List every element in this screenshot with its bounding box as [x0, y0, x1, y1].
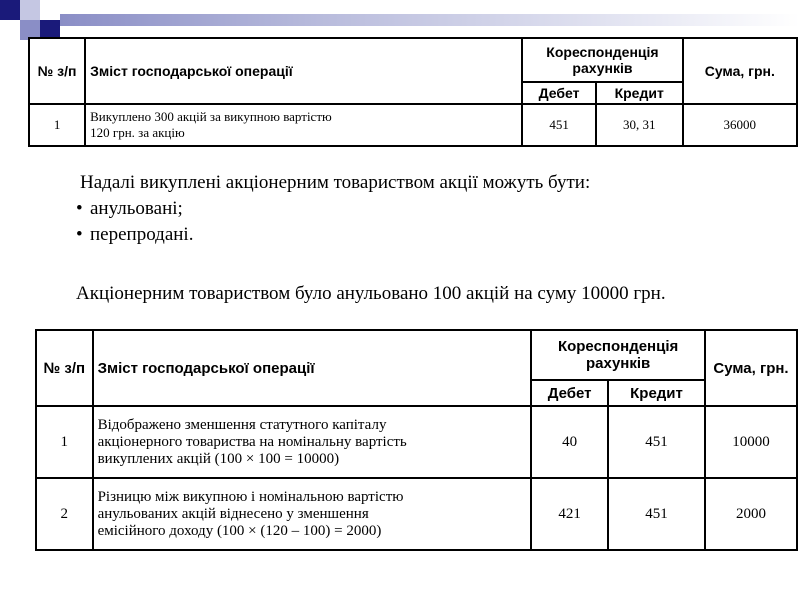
- row-num: 1: [37, 407, 92, 477]
- row-credit: 451: [609, 407, 704, 477]
- slide-header-decoration: [0, 0, 800, 40]
- row-debit: 421: [532, 479, 607, 549]
- table-row: [30, 105, 796, 145]
- header-content: Зміст господарської операції: [94, 331, 531, 405]
- header-sum: Сума, грн.: [684, 39, 796, 103]
- header-content: Зміст господарської операції: [86, 39, 521, 103]
- bullet-annulled: • анульовані;: [76, 198, 183, 219]
- header-credit: Кредит: [597, 83, 682, 103]
- operations-table-1: [28, 37, 798, 147]
- row-content: Різницю між викупною і номінальною вартістю анульованих акцій віднесено у зменшення емісійного доходу (100 × (120 – 100) = 2000): [94, 479, 531, 549]
- annulled-text: Акціонерним товариством було анульовано 100 акцій на суму 10000 грн.: [76, 283, 666, 304]
- row-debit: 451: [523, 105, 595, 145]
- row-num: 1: [30, 105, 84, 145]
- operations-table-2: [35, 329, 798, 551]
- header-credit: Кредит: [609, 381, 704, 405]
- header-debit: Дебет: [523, 83, 595, 103]
- row-num: 2: [37, 479, 92, 549]
- deco-square-light: [20, 0, 40, 20]
- deco-square-dark: [0, 0, 20, 20]
- row-sum: 36000: [684, 105, 796, 145]
- table-row: [37, 407, 796, 477]
- header-num: № з/п: [37, 331, 92, 405]
- row-credit: 30, 31: [597, 105, 682, 145]
- intro-text: Надалі викуплені акціонерним товариством акції можуть бути:: [80, 172, 591, 193]
- deco-square-white: [40, 0, 60, 20]
- row-sum: 10000: [706, 407, 796, 477]
- header-correspondence: Кореспонденція рахунків: [532, 331, 704, 379]
- row-content: Відображено зменшення статутного капіталу акціонерного товариства на номінальну вартість викуплених акцій (100 × 100 = 10000): [94, 407, 531, 477]
- table-row: [37, 479, 796, 549]
- row-content: Викуплено 300 акцій за викупною вартістю 120 грн. за акцію: [86, 105, 521, 145]
- header-debit: Дебет: [532, 381, 607, 405]
- deco-gradient-bar: [60, 14, 800, 26]
- row-credit: 451: [609, 479, 704, 549]
- bullet-resold: • перепродані.: [76, 224, 194, 245]
- row-sum: 2000: [706, 479, 796, 549]
- row-debit: 40: [532, 407, 607, 477]
- header-sum: Сума, грн.: [706, 331, 796, 405]
- header-num: № з/п: [30, 39, 84, 103]
- header-correspondence: Кореспонденція рахунків: [523, 39, 681, 81]
